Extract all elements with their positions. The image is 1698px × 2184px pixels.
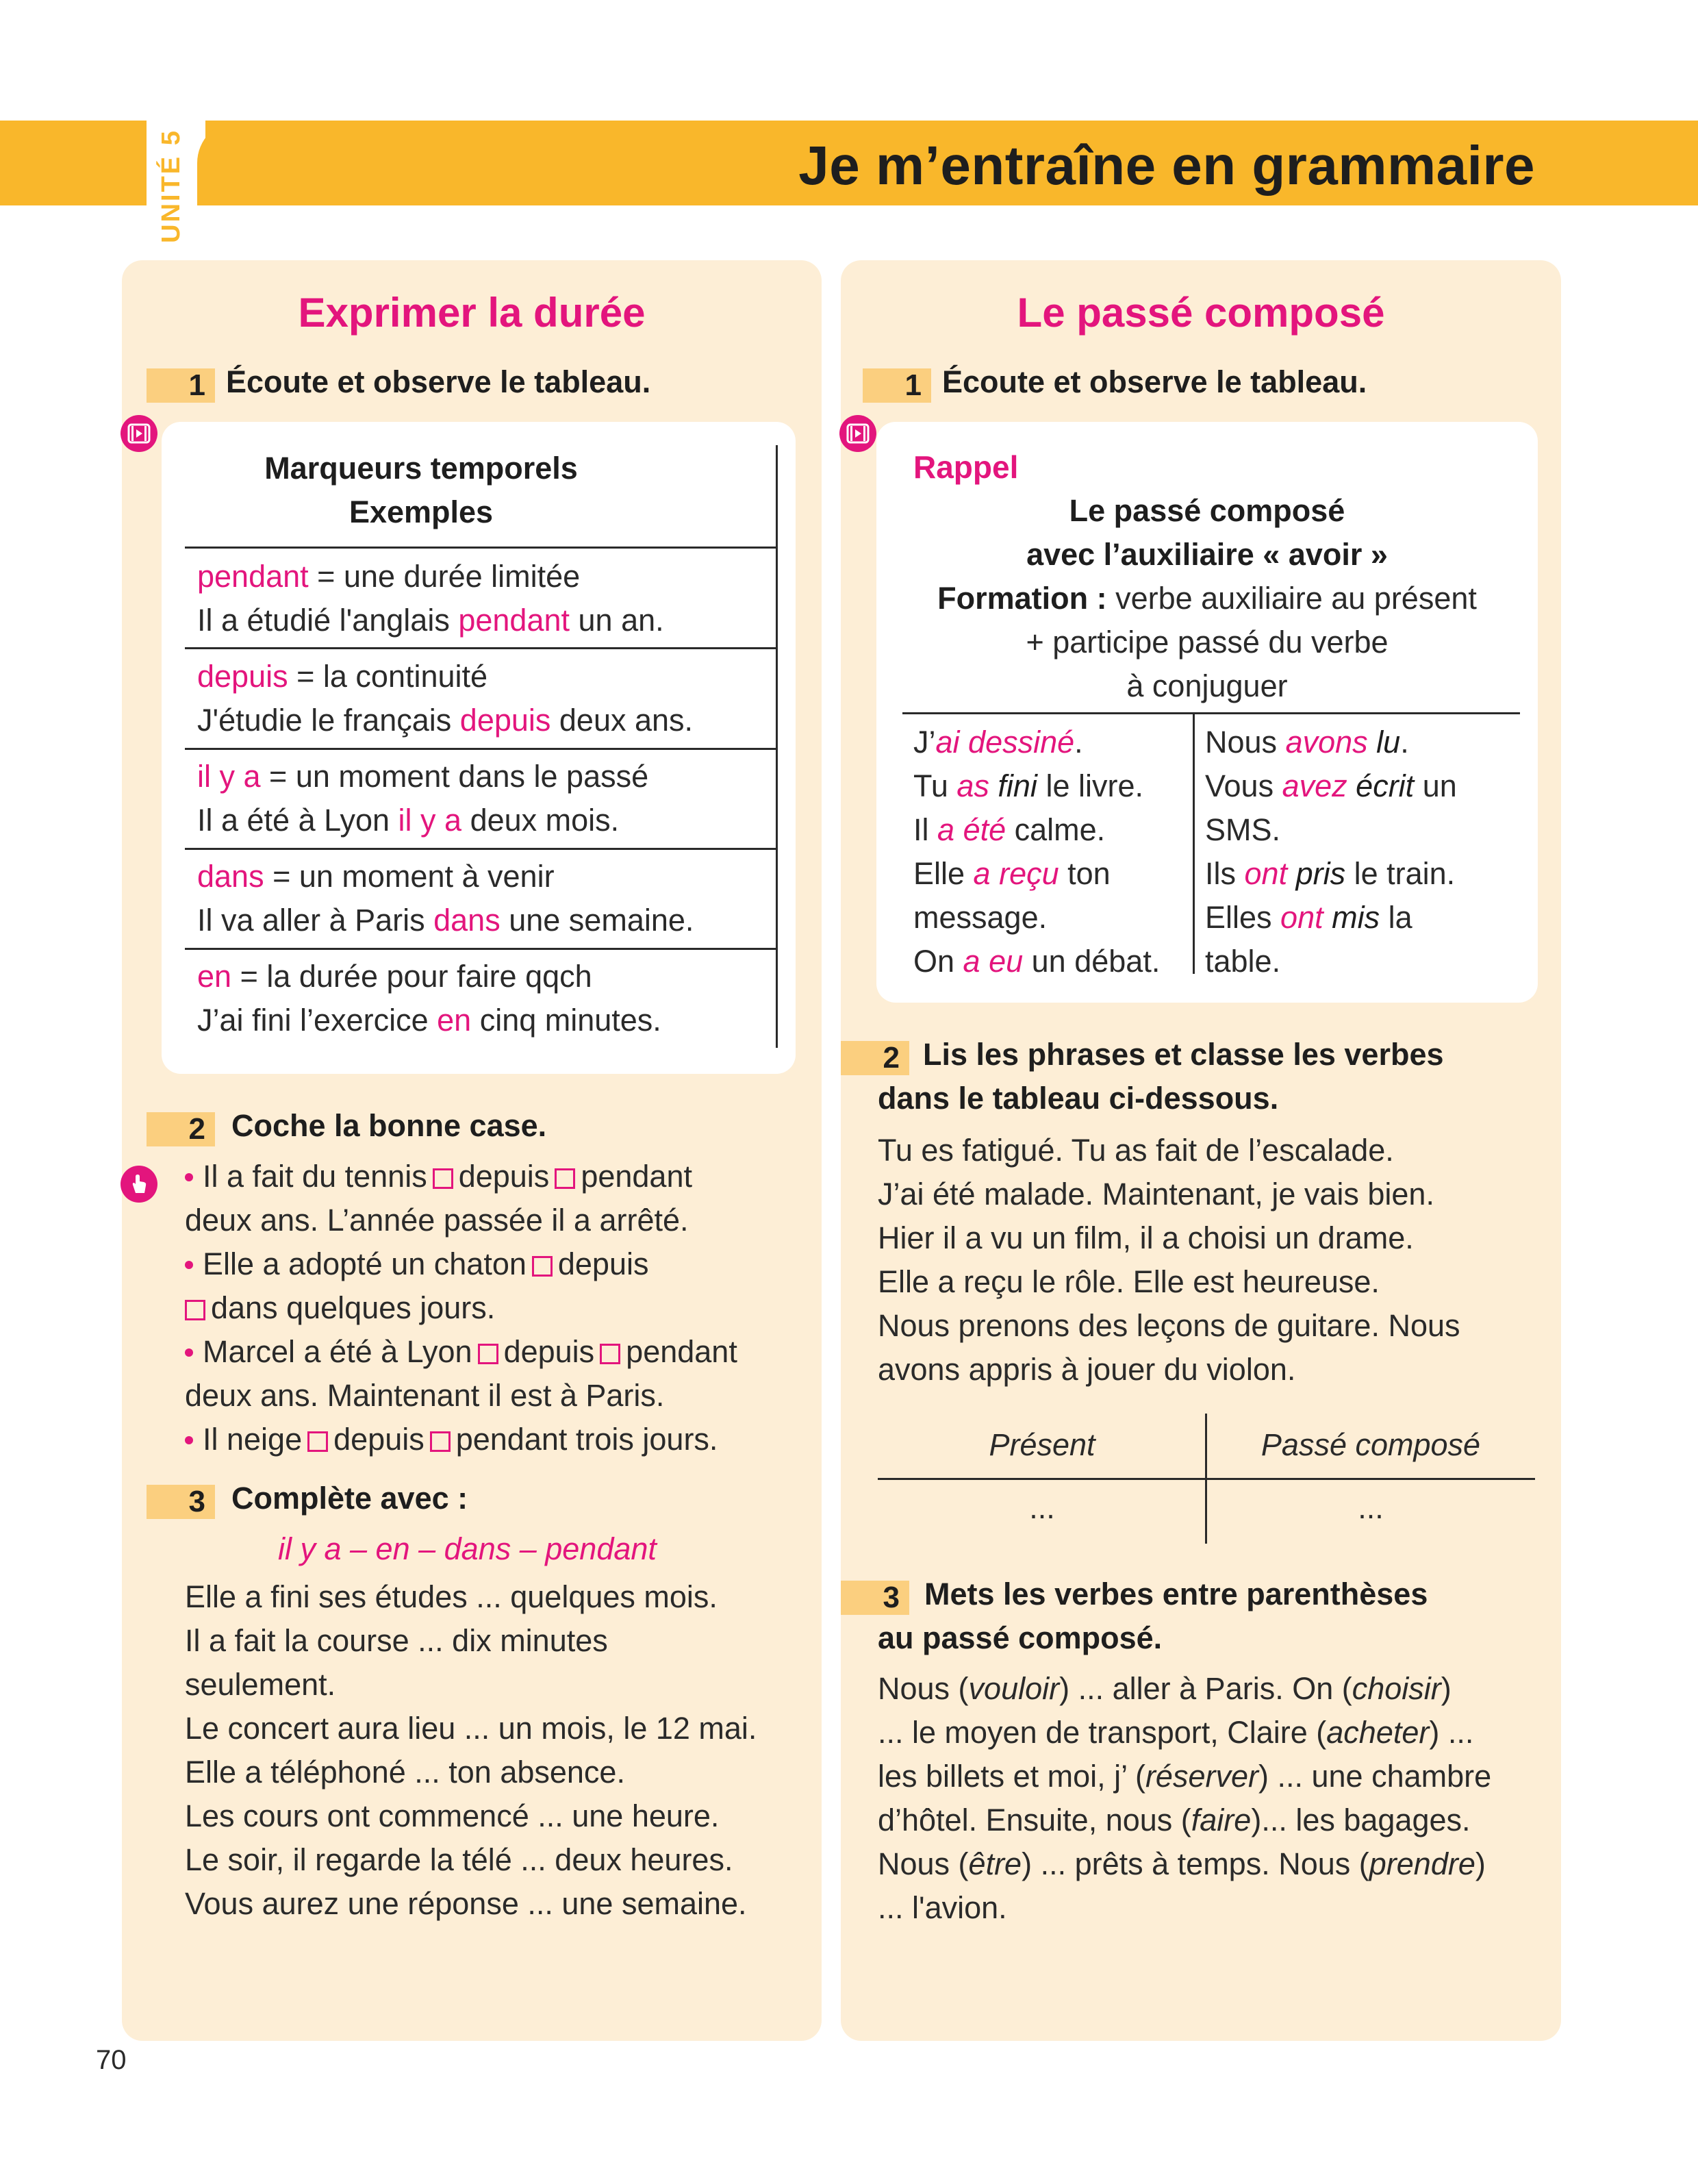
exercise-line: Nous prenons des leçons de guitare. Nous — [878, 1308, 1460, 1343]
exercise-line: Tu es fatigué. Tu as fait de l’escalade. — [878, 1133, 1394, 1168]
table-row-marker: pendant = une durée limitée — [197, 559, 581, 594]
table-row-marker: il y a = un moment dans le passé — [197, 759, 649, 794]
table-row-example: Il va aller à Paris dans une semaine. — [197, 903, 694, 938]
checkbox-exercise-line: Elle a adopté un chaton depuis — [185, 1242, 648, 1286]
exercise-number: 2 — [841, 1041, 909, 1075]
conjugation-line: Ils ont pris le train. — [1205, 856, 1456, 891]
table-divider — [185, 547, 778, 549]
table-row-marker: en = la durée pour faire qqch — [197, 959, 592, 994]
exercise-line: ... l'avion. — [878, 1890, 1007, 1925]
exercise-instruction: Lis les phrases et classe les verbes — [923, 1037, 1444, 1072]
conjugation-line: Il a été calme. — [913, 812, 1106, 847]
word-bank: il y a – en – dans – pendant — [278, 1531, 657, 1566]
video-play-icon[interactable] — [839, 415, 876, 452]
exercise-line: les billets et moi, j’ (réserver) ... une chambre — [878, 1759, 1492, 1794]
table-header-present: Présent — [989, 1427, 1095, 1462]
exercise-number: 1 — [863, 368, 931, 403]
exercise-line: Le soir, il regarde la télé ... deux heures. — [185, 1842, 733, 1877]
exercise-instruction: Mets les verbes entre parenthèses — [924, 1577, 1428, 1611]
checkbox[interactable] — [555, 1168, 575, 1189]
exercise-line: Vous aurez une réponse ... une semaine. — [185, 1886, 747, 1921]
checkbox-exercise-line: Marcel a été à Lyon depuis pendant — [185, 1330, 737, 1374]
section-title-passe-compose: Le passé composé — [1017, 290, 1385, 336]
checkbox[interactable] — [433, 1168, 453, 1189]
table-divider — [185, 748, 778, 750]
rappel-label: Rappel — [913, 449, 1019, 485]
conjugation-divider — [902, 712, 1520, 714]
exercise-line: Elle a fini ses études ... quelques mois. — [185, 1579, 718, 1614]
exercise-number: 1 — [147, 368, 215, 403]
table-header-examples: Exemples — [349, 494, 494, 529]
exercise-instruction: Complète avec : — [231, 1481, 468, 1516]
checkbox-exercise-line: dans quelques jours. — [179, 1286, 495, 1330]
table-divider — [185, 948, 778, 950]
left-panel — [122, 260, 822, 2041]
conjugation-line: Elles ont mis la — [1205, 900, 1412, 935]
conjugation-line: message. — [913, 900, 1048, 935]
page-number: 70 — [96, 2045, 127, 2075]
table-row-example: J’ai fini l’exercice en cinq minutes. — [197, 1003, 661, 1038]
table-header-markers: Marqueurs temporels — [264, 451, 578, 486]
exercise-line: Le concert aura lieu ... un mois, le 12 mai. — [185, 1711, 757, 1746]
page-title: Je m’entraîne en grammaire — [798, 135, 1535, 196]
table-border-right — [776, 445, 778, 1048]
header-left-strip — [0, 121, 147, 205]
conjugation-line: J’ai dessiné. — [913, 725, 1083, 760]
formation-line: à conjuguer — [1126, 668, 1288, 703]
exercise-line: Il a fait la course ... dix minutes — [185, 1623, 608, 1658]
checkbox[interactable] — [478, 1344, 498, 1364]
conjugation-line: On a eu un débat. — [913, 944, 1161, 979]
checkbox[interactable] — [600, 1344, 620, 1364]
checkbox-exercise-line: Il neige depuis pendant trois jours. — [185, 1418, 718, 1461]
right-panel — [841, 260, 1561, 2041]
exercise-line: Elle a téléphoné ... ton absence. — [185, 1755, 625, 1790]
rappel-subtitle: Le passé composé — [1069, 493, 1345, 528]
exercise-line: Hier il a vu un film, il a choisi un drame. — [878, 1220, 1414, 1255]
checkbox[interactable] — [532, 1256, 553, 1277]
exercise-line: Nous (vouloir) ... aller à Paris. On (choisir) — [878, 1671, 1452, 1706]
exercise-number: 2 — [147, 1112, 215, 1146]
checkbox[interactable] — [307, 1431, 328, 1452]
exercise-instruction: Écoute et observe le tableau. — [226, 364, 651, 399]
conjugation-line: Tu as fini le livre. — [913, 768, 1143, 803]
exercise-line: J’ai été malade. Maintenant, je vais bien. — [878, 1177, 1434, 1212]
exercise-line: Nous (être) ... prêts à temps. Nous (prendre) — [878, 1846, 1486, 1881]
table-cell-passe-compose[interactable]: ... — [1358, 1490, 1384, 1525]
exercise-line: avons appris à jouer du violon. — [878, 1352, 1296, 1387]
table-row-example: Il a étudié l'anglais pendant un an. — [197, 603, 664, 638]
unit-label: UNITÉ 5 — [156, 128, 186, 243]
conjugation-line: SMS. — [1205, 812, 1281, 847]
exercise-line: deux ans. Maintenant il est à Paris. — [185, 1378, 665, 1413]
exercise-number: 3 — [841, 1581, 909, 1615]
checkbox[interactable] — [185, 1300, 205, 1320]
exercise-instruction: Coche la bonne case. — [231, 1108, 547, 1143]
table-divider — [185, 647, 778, 649]
conjugation-line: Vous avez écrit un — [1205, 768, 1457, 803]
exercise-line: seulement. — [185, 1667, 336, 1702]
conjugation-line: Nous avons lu. — [1205, 725, 1409, 760]
table-row-marker: dans = un moment à venir — [197, 859, 555, 894]
checkbox-exercise-line: Il a fait du tennis depuis pendant — [185, 1155, 692, 1198]
formation-line: + participe passé du verbe — [1026, 625, 1389, 660]
header-curve — [197, 121, 293, 205]
table-row-example: J'étudie le français depuis deux ans. — [197, 703, 694, 738]
exercise-line: d’hôtel. Ensuite, nous (faire)... les bagages. — [878, 1803, 1471, 1837]
checkbox[interactable] — [430, 1431, 451, 1452]
exercise-number: 3 — [147, 1485, 215, 1519]
table-row-example: Il a été à Lyon il y a deux mois. — [197, 803, 620, 838]
exercise-instruction: dans le tableau ci-dessous. — [878, 1081, 1279, 1116]
conjugation-column-divider — [1193, 714, 1195, 974]
table-row-marker: depuis = la continuité — [197, 659, 488, 694]
exercise-line: ... le moyen de transport, Claire (acheter) ... — [878, 1715, 1474, 1750]
formation-line: Formation : verbe auxiliaire au présent — [937, 581, 1477, 616]
conjugation-line: Elle a reçu ton — [913, 856, 1111, 891]
video-play-icon[interactable] — [121, 415, 157, 452]
conjugation-line: table. — [1205, 944, 1281, 979]
table-divider — [185, 848, 778, 850]
exercise-line: Les cours ont commencé ... une heure. — [185, 1798, 720, 1833]
exercise-line: deux ans. L’année passée il a arrêté. — [185, 1203, 689, 1238]
exercise-line: Elle a reçu le rôle. Elle est heureuse. — [878, 1264, 1380, 1299]
exercise-instruction: au passé composé. — [878, 1620, 1163, 1655]
section-title-duree: Exprimer la durée — [298, 290, 646, 336]
hand-touch-icon[interactable] — [121, 1166, 157, 1203]
rappel-subtitle: avec l’auxiliaire « avoir » — [1026, 537, 1388, 572]
table-header-passe-compose: Passé composé — [1260, 1427, 1481, 1462]
exercise-instruction: Écoute et observe le tableau. — [942, 364, 1367, 399]
table-cell-present[interactable]: ... — [1029, 1490, 1055, 1525]
